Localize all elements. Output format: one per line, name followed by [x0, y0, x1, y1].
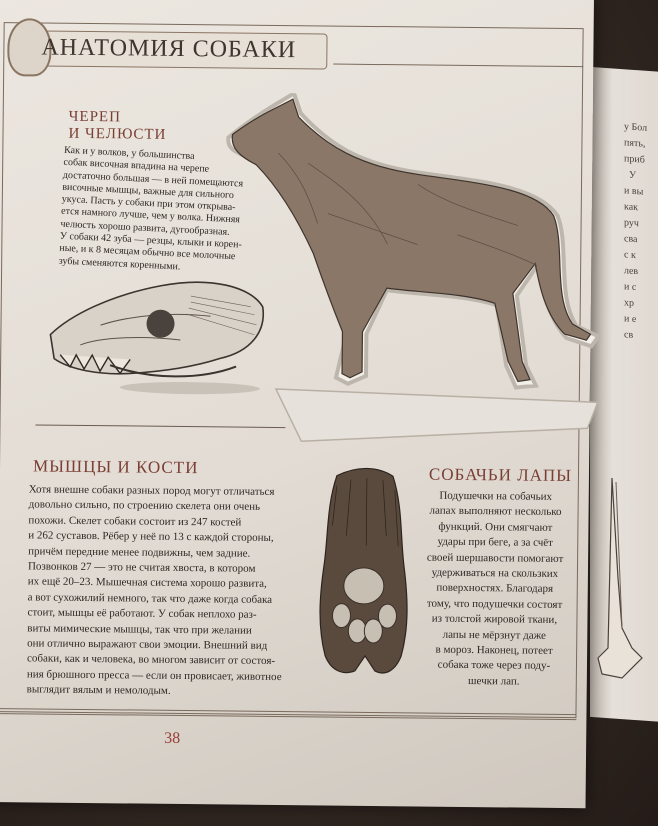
paws-section-title: СОБАЧЬИ ЛАПЫ: [428, 464, 573, 486]
skull-section-text: Как и у волков, у большинства собак височная впадина на черепе достаточно большая — в ней помещаются височные мышцы, важные для сильного укуса. Пасть у собаки при этом открыва- ется намного лучше, чем у волка. Нижняя челюсть хорошо развита, дугообразная. У собаки 42 зуба — резцы, клыки и корен- ные, и к 8 месяцам обычно все молочные зубы сменяются коренными.: [58, 144, 244, 273]
skull-title-line1: ЧЕРЕП: [68, 108, 122, 126]
muscle-section-title: МЫШЦЫ И КОСТИ: [32, 456, 199, 478]
next-page-text: у Бол пять, приб У и вы как руч сва с к лев и с хр и е св: [624, 121, 648, 341]
skull-section-title: [68, 109, 198, 144]
dog-muscle-illustration: [216, 92, 609, 396]
leg-skeleton-illustration: [592, 478, 650, 688]
paws-section-text: Подушечки на собачьих лапах выполняют несколько функций. Они смягчают удары при беге, а за счёт своей шершавости помогают удерживаться на скользких поверхностях. Благодаря тому, что подушечки состоят из толстой жировой ткани, лапы не мёрзнут даже в мороз. Наконец, потеет собака тоже через поду- шечки лап.: [426, 489, 564, 688]
skull-title-line2: И ЧЕЛЮСТИ: [68, 125, 167, 143]
paw-illustration: [315, 465, 413, 681]
muscle-section-text: Хотя внешне собаки разных пород могут отличаться довольно сильно, по строению скелета они очень похожи. Скелет собаки состоит из 247 костей и 262 суставов. Рёбер у неё по 13 с каждой стороны, причём передние менее подвижны, чем задние. Позвонков 27 — это не считая хвоста, в котором их ещё 20–23. Мышечная система хорошо развита, а вот сухожилий немного, так что даже когда собака стоит, мышцы её работают. У собак неплохо раз- виты мимические мышцы, так что при желании они отлично выражают свои эмоции. Внешний вид собаки, как и человека, во многом зависит от состоя- ния брюшного пресса — если он провисает, животное выглядит вялым и немолодым.: [26, 483, 282, 698]
title-banner: [7, 18, 338, 71]
dog-pedestal: [271, 385, 602, 446]
page-number: 38: [164, 729, 181, 747]
page-title: АНАТОМИЯ СОБАКИ: [41, 34, 297, 64]
